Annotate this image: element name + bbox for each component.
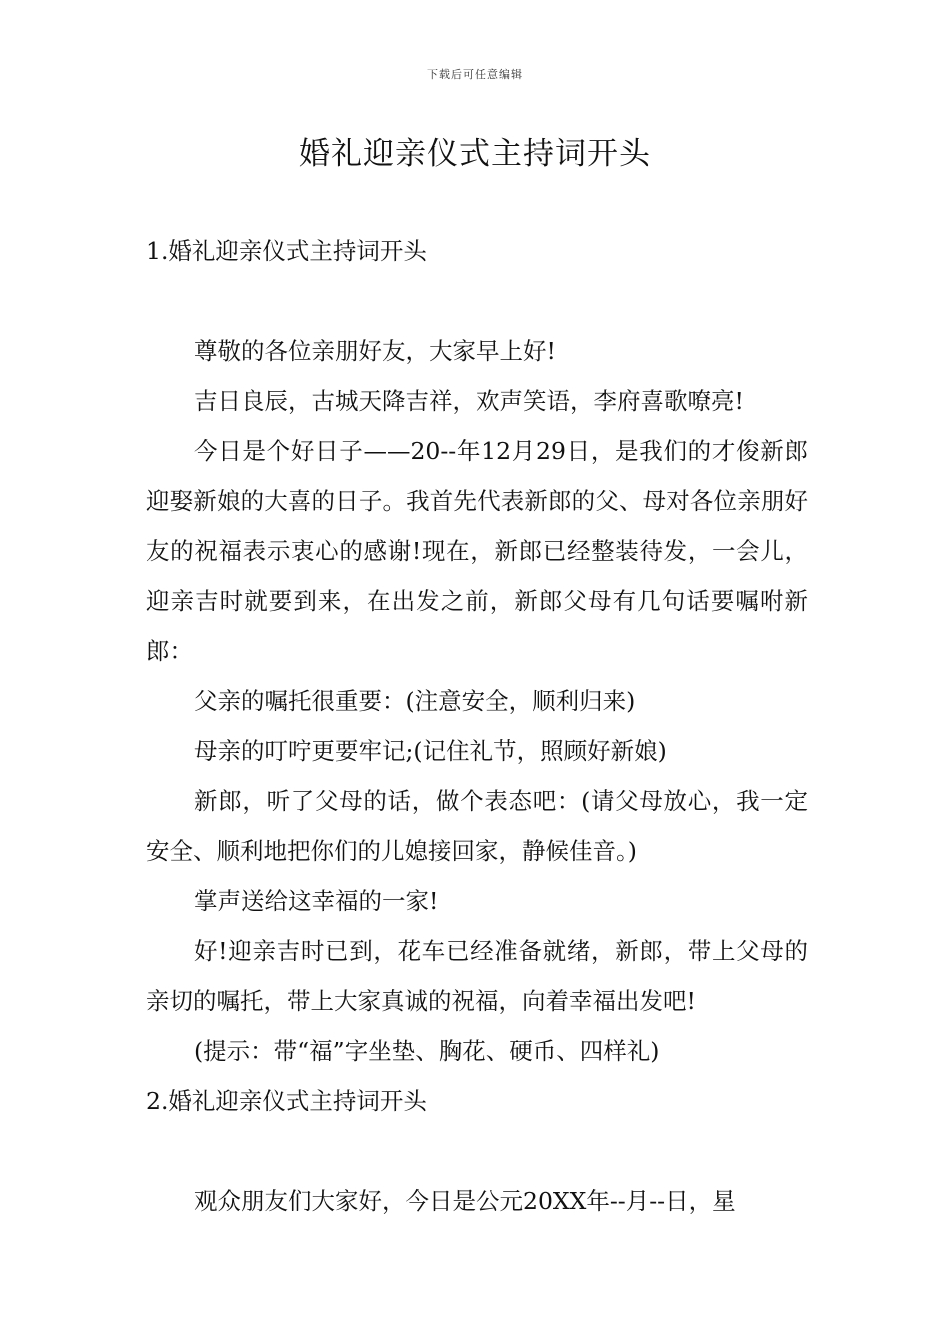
paragraph: 母亲的叮咛更要牢记;(记住礼节，照顾好新娘) <box>194 737 667 765</box>
paragraph: 观众朋友们大家好，今日是公元20XX年--月--日，星 <box>194 1187 736 1215</box>
paragraph: 父亲的嘱托很重要：(注意安全，顺利归来) <box>194 687 636 715</box>
section-heading-2: 2.婚礼迎亲仪式主持词开头 <box>146 1087 427 1115</box>
paragraph: 好!迎亲吉时已到，花车已经准备就绪，新郎，带上父母的亲切的嘱托，带上大家真诚的祝福，向着幸福出发吧! <box>146 937 808 1015</box>
paragraph: 吉日良辰，古城天降吉祥，欢声笑语，李府喜歌嘹亮! <box>194 387 744 415</box>
paragraph: (提示：带“福”字坐垫、胸花、硬币、四样礼) <box>194 1037 660 1065</box>
paragraph: 今日是个好日子——20--年12月29日，是我们的才俊新郎迎娶新娘的大喜的日子。我首先代表新郎的父、母对各位亲朋好友的祝福表示衷心的感谢!现在，新郎已经整装待发，一会儿，迎亲吉时就要到来，在出发之前，新郎父母有几句话要嘱咐新郎： <box>146 437 808 665</box>
header-note: 下载后可任意编辑 <box>427 68 523 81</box>
document-title: 婚礼迎亲仪式主持词开头 <box>299 136 651 172</box>
paragraph: 尊敬的各位亲朋好友，大家早上好! <box>194 337 556 365</box>
section-heading-1: 1.婚礼迎亲仪式主持词开头 <box>146 237 427 265</box>
paragraph: 新郎，听了父母的话，做个表态吧：(请父母放心，我一定安全、顺利地把你们的儿媳接回家，静候佳音。) <box>146 787 808 865</box>
paragraph: 掌声送给这幸福的一家! <box>194 887 439 915</box>
